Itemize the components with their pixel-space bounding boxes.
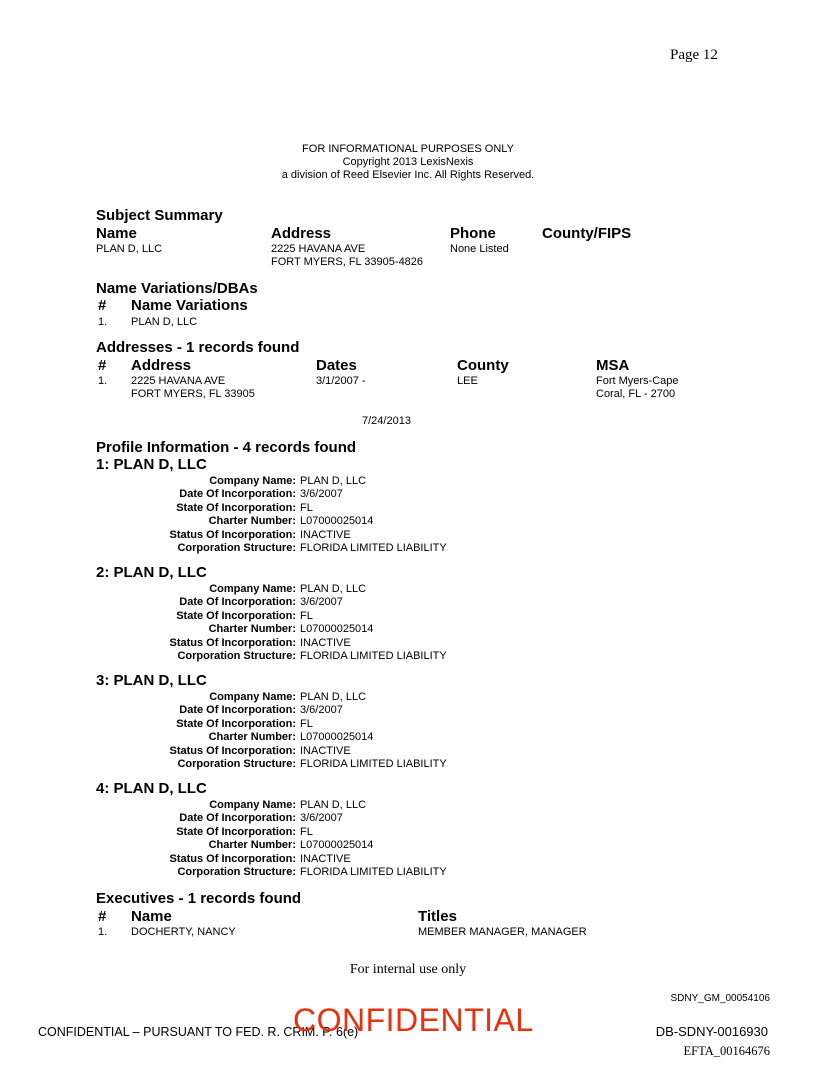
field-label-state-inc: State Of Incorporation: [176,501,296,514]
field-label-company-name: Company Name: [209,799,296,811]
field-label-company-name: Company Name: [209,475,296,487]
executives-row-num: 1. [98,926,108,938]
field-date-inc: 3/6/2007 [300,704,343,717]
field-state-inc: FL [300,717,313,730]
profile-record-title: 4: PLAN D, LLC [96,780,207,797]
addresses-row-address-line-1: 2225 HAVANA AVE [131,375,226,387]
field-label-company-name: Company Name: [209,691,296,703]
field-status: INACTIVE [300,852,351,865]
field-label-structure: Corporation Structure: [177,866,296,879]
profile-record-title: 2: PLAN D, LLC [96,564,207,581]
addresses-row-address-line-2: FORT MYERS, FL 33905 [131,388,255,400]
subject-address-line-2: FORT MYERS, FL 33905-4826 [271,256,424,268]
disclaimer [0,143,816,182]
executives-title: Executives - 1 records found [96,890,302,907]
addresses-row-msa [596,375,679,401]
subject-name-header: Name [96,225,137,242]
subject-address-header: Address [271,225,332,242]
field-label-status: Status Of Incorporation: [169,528,296,541]
subject-address [271,243,423,269]
name-variations-row-num: 1. [98,316,108,328]
page-number: Page 12 [670,47,718,63]
addresses-address-header: Address [131,357,192,374]
field-label-charter: Charter Number: [208,731,296,744]
subject-name: PLAN D, LLC [96,243,163,255]
name-variations-title: Name Variations/DBAs [96,280,258,297]
addresses-row-msa-line-1: Fort Myers-Cape [596,375,679,387]
profile-record-fields [96,691,447,771]
field-label-state-inc: State Of Incorporation: [176,825,296,838]
profile-record-fields [96,799,447,879]
field-label-structure: Corporation Structure: [177,542,296,555]
addresses-row-msa-line-2: Coral, FL - 2700 [596,388,676,400]
addresses-row-address [131,375,255,401]
addresses-num-header: # [98,357,107,374]
field-label-date-inc: Date Of Incorporation: [179,704,296,717]
profile-title: Profile Information - 4 records found [96,439,357,456]
field-charter: L07000025014 [300,731,374,744]
field-state-inc: FL [300,609,313,622]
confidential-stamp: CONFIDENTIAL [293,1002,534,1038]
field-label-date-inc: Date Of Incorporation: [179,812,296,825]
name-variations-name-header: Name Variations [131,297,248,314]
addresses-msa-header: MSA [596,357,630,374]
field-label-status: Status Of Incorporation: [169,636,296,649]
profile-record-fields [96,475,447,555]
addresses-title: Addresses - 1 records found [96,339,300,356]
efta-id: EFTA_00164676 [683,1044,770,1058]
addresses-row-num: 1. [98,375,108,387]
executives-name-header: Name [131,908,172,925]
subject-county-header: County/FIPS [542,225,632,242]
subject-summary-title: Subject Summary [96,207,223,224]
field-date-inc: 3/6/2007 [300,596,343,609]
field-structure: FLORIDA LIMITED LIABILITY [300,650,447,663]
addresses-row-county: LEE [457,375,478,387]
field-structure: FLORIDA LIMITED LIABILITY [300,758,447,771]
profile-record-title: 1: PLAN D, LLC [96,456,207,473]
field-date-inc: 3/6/2007 [300,812,343,825]
field-structure: FLORIDA LIMITED LIABILITY [300,542,447,555]
field-label-structure: Corporation Structure: [177,650,296,663]
field-company-name: PLAN D, LLC [300,691,367,703]
disclaimer-line-1: FOR INFORMATIONAL PURPOSES ONLY [302,143,514,155]
field-company-name: PLAN D, LLC [300,583,367,595]
subject-phone-header: Phone [450,225,496,242]
field-charter: L07000025014 [300,515,374,528]
addresses-dates-header: Dates [316,357,357,374]
field-structure: FLORIDA LIMITED LIABILITY [300,866,447,879]
field-charter: L07000025014 [300,839,374,852]
name-variations-num-header: # [98,297,107,314]
field-status: INACTIVE [300,528,351,541]
field-label-date-inc: Date Of Incorporation: [179,488,296,501]
field-label-charter: Charter Number: [208,515,296,528]
field-label-status: Status Of Incorporation: [169,744,296,757]
field-label-state-inc: State Of Incorporation: [176,609,296,622]
field-label-status: Status Of Incorporation: [169,852,296,865]
field-state-inc: FL [300,501,313,514]
profile-record-fields [96,583,447,663]
field-label-charter: Charter Number: [208,839,296,852]
executives-row-name: DOCHERTY, NANCY [131,926,236,938]
confidential-note: CONFIDENTIAL – PURSUANT TO FED. R. CRIM. P. 6(e) [38,1025,359,1039]
disclaimer-line-2: Copyright 2013 LexisNexis [342,156,474,168]
field-label-charter: Charter Number: [208,623,296,636]
subject-address-line-1: 2225 HAVANA AVE [271,243,366,255]
internal-use-note: For internal use only [349,962,467,977]
date-stamp: 7/24/2013 [362,415,411,427]
field-label-date-inc: Date Of Incorporation: [179,596,296,609]
field-state-inc: FL [300,825,313,838]
executives-row-titles: MEMBER MANAGER, MANAGER [418,926,587,938]
field-company-name: PLAN D, LLC [300,799,367,811]
addresses-row-dates: 3/1/2007 - [316,375,366,387]
field-label-structure: Corporation Structure: [177,758,296,771]
disclaimer-line-3: a division of Reed Elsevier Inc. All Rights Reserved. [281,169,535,181]
field-label-state-inc: State Of Incorporation: [176,717,296,730]
field-label-company-name: Company Name: [209,583,296,595]
bates-number: SDNY_GM_00054106 [670,993,770,1004]
document-id: DB-SDNY-0016930 [655,1024,768,1039]
addresses-county-header: County [457,357,509,374]
field-status: INACTIVE [300,636,351,649]
name-variations-row-name: PLAN D, LLC [131,316,198,328]
profile-record-title: 3: PLAN D, LLC [96,672,207,689]
field-company-name: PLAN D, LLC [300,475,367,487]
field-status: INACTIVE [300,744,351,757]
subject-phone: None Listed [450,243,509,255]
field-date-inc: 3/6/2007 [300,488,343,501]
executives-num-header: # [98,908,107,925]
executives-titles-header: Titles [418,908,457,925]
field-charter: L07000025014 [300,623,374,636]
